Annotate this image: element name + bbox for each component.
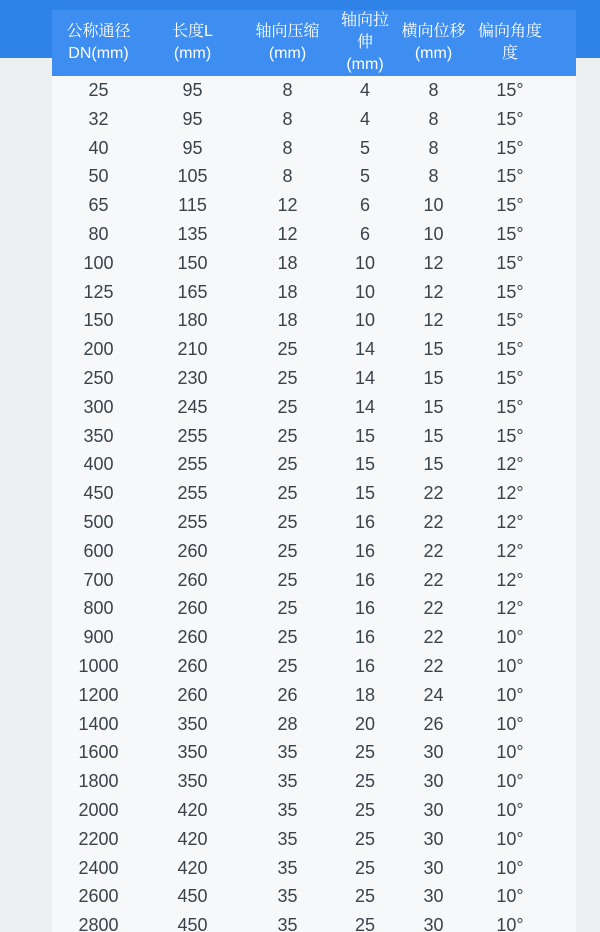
table-cell: 10° (472, 652, 576, 681)
table-cell: 15° (472, 249, 576, 278)
col-header-line1: 长度L (172, 23, 213, 40)
table-cell: 10° (472, 882, 576, 911)
table-cell: 12° (472, 537, 576, 566)
table-cell: 4 (335, 76, 395, 105)
table-row (52, 249, 576, 278)
table-cell: 16 (335, 652, 395, 681)
col-header-line2: 度 (501, 45, 518, 62)
table-cell: 25 (240, 508, 335, 537)
table-cell: 15° (472, 220, 576, 249)
table-cell: 25 (240, 450, 335, 479)
table-cell: 30 (395, 825, 472, 854)
table-cell: 15° (472, 191, 576, 220)
table-cell: 800 (52, 594, 145, 623)
table-cell: 50 (52, 162, 145, 191)
table-cell: 260 (145, 537, 240, 566)
table-cell: 30 (395, 882, 472, 911)
table-cell: 700 (52, 566, 145, 595)
table-cell: 10 (395, 191, 472, 220)
table-cell: 15° (472, 335, 576, 364)
table-cell: 15° (472, 76, 576, 105)
table-cell: 32 (52, 105, 145, 134)
table-cell: 255 (145, 508, 240, 537)
col-header-deflection-angle (472, 10, 576, 76)
table-cell: 200 (52, 335, 145, 364)
table-cell: 600 (52, 537, 145, 566)
table-cell: 2000 (52, 796, 145, 825)
table-cell: 35 (240, 825, 335, 854)
table-row (52, 479, 576, 508)
table-cell: 40 (52, 134, 145, 163)
table-cell: 260 (145, 623, 240, 652)
table-cell: 12° (472, 450, 576, 479)
table-cell: 22 (395, 652, 472, 681)
table-cell: 25 (240, 537, 335, 566)
table-cell: 350 (145, 767, 240, 796)
table-cell: 26 (395, 710, 472, 739)
table-row (52, 306, 576, 335)
table-cell: 6 (335, 191, 395, 220)
table-cell: 450 (52, 479, 145, 508)
table-row (52, 882, 576, 911)
table-cell: 2800 (52, 911, 145, 932)
table-cell: 35 (240, 738, 335, 767)
table-cell: 30 (395, 854, 472, 883)
table-cell: 10 (335, 249, 395, 278)
table-cell: 1400 (52, 710, 145, 739)
table-cell: 12 (240, 220, 335, 249)
table-row (52, 422, 576, 451)
table-cell: 8 (240, 105, 335, 134)
table-cell: 15° (472, 278, 576, 307)
table-cell: 15° (472, 422, 576, 451)
table-cell: 350 (145, 738, 240, 767)
table-cell: 15° (472, 162, 576, 191)
table-cell: 25 (335, 882, 395, 911)
table-cell: 15 (335, 450, 395, 479)
table-row (52, 738, 576, 767)
table-row (52, 623, 576, 652)
table-row (52, 854, 576, 883)
table-cell: 15 (395, 422, 472, 451)
table-cell: 18 (240, 278, 335, 307)
table-cell: 35 (240, 911, 335, 932)
table-cell: 10 (395, 220, 472, 249)
table-cell: 245 (145, 393, 240, 422)
table-cell: 450 (145, 911, 240, 932)
table-cell: 15 (395, 335, 472, 364)
col-header-dn (52, 10, 145, 76)
table-cell: 26 (240, 681, 335, 710)
table-row (52, 162, 576, 191)
table-cell: 8 (240, 162, 335, 191)
table-cell: 14 (335, 335, 395, 364)
table-cell: 900 (52, 623, 145, 652)
table-cell: 300 (52, 393, 145, 422)
table-cell: 25 (335, 738, 395, 767)
col-header-line1: 偏向角度 (477, 23, 542, 40)
table-cell: 5 (335, 162, 395, 191)
table-cell: 12 (240, 191, 335, 220)
table-cell: 2400 (52, 854, 145, 883)
table-cell: 12 (395, 249, 472, 278)
table-cell: 95 (145, 105, 240, 134)
table-cell: 15° (472, 364, 576, 393)
col-header-line2: (mm) (346, 56, 384, 73)
table-cell: 12° (472, 479, 576, 508)
col-header-line1: 公称通径 (66, 23, 131, 40)
table-row (52, 105, 576, 134)
table-cell: 25 (240, 652, 335, 681)
table-cell: 250 (52, 364, 145, 393)
table-cell: 12 (395, 306, 472, 335)
table-row (52, 652, 576, 681)
table-cell: 12° (472, 566, 576, 595)
table-cell: 10° (472, 796, 576, 825)
table-row (52, 76, 576, 105)
table-cell: 22 (395, 594, 472, 623)
table-cell: 30 (395, 767, 472, 796)
table-cell: 18 (240, 306, 335, 335)
table-cell: 10° (472, 738, 576, 767)
table-cell: 95 (145, 76, 240, 105)
table-cell: 30 (395, 911, 472, 932)
table-cell: 115 (145, 191, 240, 220)
table-row (52, 710, 576, 739)
table-cell: 16 (335, 623, 395, 652)
table-cell: 16 (335, 594, 395, 623)
table-cell: 1200 (52, 681, 145, 710)
table-cell: 1600 (52, 738, 145, 767)
col-header-line2: DN(mm) (68, 45, 129, 62)
table-cell: 15° (472, 393, 576, 422)
table-cell: 10° (472, 854, 576, 883)
table-row (52, 364, 576, 393)
table-cell: 22 (395, 623, 472, 652)
table-cell: 15° (472, 105, 576, 134)
table-cell: 10° (472, 681, 576, 710)
table-cell: 5 (335, 134, 395, 163)
table-row (52, 335, 576, 364)
table-row (52, 134, 576, 163)
table-cell: 8 (395, 134, 472, 163)
table-cell: 15 (395, 364, 472, 393)
table-cell: 25 (240, 393, 335, 422)
table-cell: 8 (395, 105, 472, 134)
table-cell: 8 (395, 76, 472, 105)
table-cell: 18 (240, 249, 335, 278)
table-header (52, 10, 576, 76)
table-cell: 25 (240, 566, 335, 595)
table-cell: 125 (52, 278, 145, 307)
table-cell: 25 (335, 911, 395, 932)
spec-table (52, 10, 576, 932)
table-cell: 16 (335, 537, 395, 566)
table-cell: 14 (335, 393, 395, 422)
table-cell: 450 (145, 882, 240, 911)
table-cell: 65 (52, 191, 145, 220)
col-header-line1: 轴向拉伸 (340, 12, 389, 51)
table-cell: 25 (240, 335, 335, 364)
table-cell: 22 (395, 508, 472, 537)
table-row (52, 594, 576, 623)
table-cell: 10° (472, 710, 576, 739)
table-cell: 95 (145, 134, 240, 163)
table-cell: 25 (240, 422, 335, 451)
col-header-line2: (mm) (268, 45, 307, 62)
table-cell: 15° (472, 306, 576, 335)
table-cell: 12 (395, 278, 472, 307)
table-cell: 16 (335, 508, 395, 537)
col-header-axial-compression (240, 10, 335, 76)
table-cell: 420 (145, 854, 240, 883)
table-cell: 1000 (52, 652, 145, 681)
table-row (52, 278, 576, 307)
table-cell: 15 (335, 479, 395, 508)
table-row (52, 911, 576, 932)
table-row (52, 825, 576, 854)
table-row (52, 508, 576, 537)
table-cell: 260 (145, 652, 240, 681)
table-row (52, 450, 576, 479)
table-cell: 10 (335, 306, 395, 335)
table-cell: 35 (240, 882, 335, 911)
table-cell: 15° (472, 134, 576, 163)
table-cell: 14 (335, 364, 395, 393)
table-cell: 165 (145, 278, 240, 307)
table-cell: 18 (335, 681, 395, 710)
table-row (52, 767, 576, 796)
table-cell: 22 (395, 479, 472, 508)
table-cell: 420 (145, 825, 240, 854)
col-header-line1: 轴向压缩 (255, 23, 320, 40)
table-cell: 10° (472, 623, 576, 652)
table-row (52, 537, 576, 566)
table-cell: 260 (145, 566, 240, 595)
table-cell: 30 (395, 796, 472, 825)
table-cell: 22 (395, 537, 472, 566)
table-cell: 230 (145, 364, 240, 393)
table-cell: 260 (145, 681, 240, 710)
table-cell: 10 (335, 278, 395, 307)
table-cell: 20 (335, 710, 395, 739)
col-header-axial-extension (335, 10, 395, 76)
table-cell: 135 (145, 220, 240, 249)
table-cell: 8 (240, 76, 335, 105)
table-cell: 80 (52, 220, 145, 249)
table-cell: 25 (52, 76, 145, 105)
table-row (52, 393, 576, 422)
table-cell: 12° (472, 508, 576, 537)
table-row (52, 681, 576, 710)
table-cell: 35 (240, 767, 335, 796)
table-cell: 420 (145, 796, 240, 825)
table-cell: 10° (472, 767, 576, 796)
table-body (52, 76, 576, 932)
table-cell: 255 (145, 422, 240, 451)
table-cell: 12° (472, 594, 576, 623)
table-cell: 150 (145, 249, 240, 278)
table-cell: 210 (145, 335, 240, 364)
table-cell: 24 (395, 681, 472, 710)
table-cell: 25 (335, 796, 395, 825)
header-row (52, 10, 576, 76)
table-cell: 8 (395, 162, 472, 191)
table-cell: 2200 (52, 825, 145, 854)
table-cell: 180 (145, 306, 240, 335)
table-row (52, 566, 576, 595)
table-cell: 1800 (52, 767, 145, 796)
col-header-line2: (mm) (414, 45, 453, 62)
table-cell: 260 (145, 594, 240, 623)
table-cell: 35 (240, 796, 335, 825)
table-cell: 100 (52, 249, 145, 278)
table-cell: 15 (395, 393, 472, 422)
table-cell: 35 (240, 854, 335, 883)
table-cell: 25 (240, 364, 335, 393)
table-cell: 25 (240, 479, 335, 508)
table-cell: 25 (335, 767, 395, 796)
table-cell: 255 (145, 450, 240, 479)
col-header-line2: (mm) (173, 45, 212, 62)
table-cell: 15 (395, 450, 472, 479)
col-header-line1: 横向位移 (401, 23, 466, 40)
table-row (52, 220, 576, 249)
table-cell: 15 (335, 422, 395, 451)
table-cell: 150 (52, 306, 145, 335)
table-cell: 255 (145, 479, 240, 508)
table-cell: 10° (472, 825, 576, 854)
table-cell: 4 (335, 105, 395, 134)
table-cell: 350 (145, 710, 240, 739)
table-cell: 30 (395, 738, 472, 767)
table-cell: 25 (335, 854, 395, 883)
table-cell: 6 (335, 220, 395, 249)
spec-sheet (52, 10, 576, 932)
table-cell: 8 (240, 134, 335, 163)
col-header-lateral-displacement (395, 10, 472, 76)
table-row (52, 191, 576, 220)
table-cell: 28 (240, 710, 335, 739)
table-row (52, 796, 576, 825)
table-cell: 10° (472, 911, 576, 932)
table-cell: 22 (395, 566, 472, 595)
table-cell: 350 (52, 422, 145, 451)
table-cell: 25 (335, 825, 395, 854)
table-cell: 400 (52, 450, 145, 479)
table-cell: 105 (145, 162, 240, 191)
table-cell: 500 (52, 508, 145, 537)
table-cell: 16 (335, 566, 395, 595)
table-cell: 25 (240, 623, 335, 652)
table-cell: 25 (240, 594, 335, 623)
table-cell: 2600 (52, 882, 145, 911)
col-header-length (145, 10, 240, 76)
